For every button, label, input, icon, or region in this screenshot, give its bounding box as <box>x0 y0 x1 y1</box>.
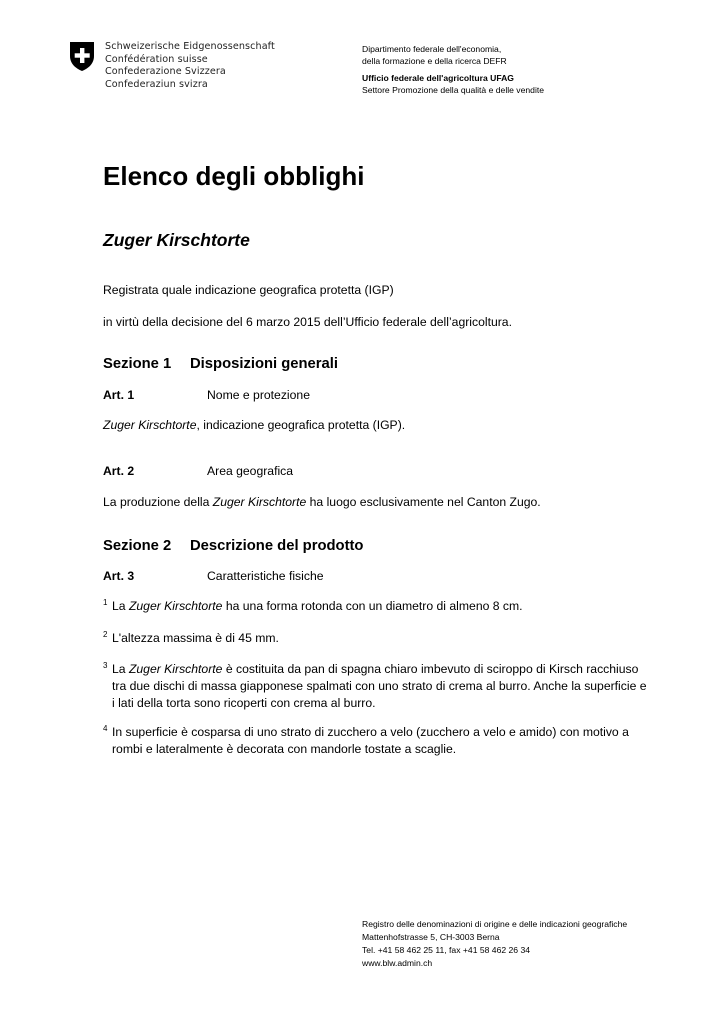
section-2-name: Descrizione del prodotto <box>190 538 364 554</box>
sector-name: Settore Promozione della qualità e delle vendite <box>362 85 545 96</box>
article-2-text-post: ha luogo esclusivamente nel Canton Zugo. <box>306 495 541 509</box>
paragraph-number: 2 <box>103 630 108 639</box>
article-2-heading <box>103 464 294 478</box>
footer-registry: Registro delle denominazioni di origine e delle indicazioni geografiche <box>362 919 628 929</box>
article-3-label: Art. 3 <box>103 569 135 583</box>
article-3-paragraph-3 <box>103 661 648 711</box>
paragraph-text: In superficie è cosparsa di uno strato di zucchero a velo (zucchero a velo e amido) con motivo a rombi e lateralmente è decorata con mandorle tostate a scaglie. <box>112 725 629 756</box>
section-2-label: Sezione 2 <box>103 538 172 554</box>
paragraph-text-post: ha una forma rotonda con un diametro di almeno 8 cm. <box>222 599 523 613</box>
confederation-names <box>105 41 275 91</box>
article-1-name: Nome e protezione <box>207 388 310 402</box>
article-3-paragraph-4 <box>103 724 648 758</box>
article-1-label: Art. 1 <box>103 388 135 402</box>
department-line2: della formazione e della ricerca DEFR <box>362 56 507 67</box>
article-2-name: Area geografica <box>207 464 294 478</box>
footer-website-link[interactable]: www.blw.admin.ch <box>362 958 433 968</box>
footer-phone: Tel. +41 58 462 25 11, fax +41 58 462 26 34 <box>362 945 531 955</box>
confederation-it: Confederazione Svizzera <box>105 66 226 78</box>
article-2-text <box>103 494 541 511</box>
section-1-heading <box>103 356 338 372</box>
confederation-rm: Confederaziun svizra <box>105 78 208 90</box>
product-name: Zuger Kirschtorte <box>103 418 197 432</box>
paragraph-text-pre: La <box>112 662 129 676</box>
article-3-paragraph-1 <box>103 598 648 615</box>
article-1-text-rest: , indicazione geografica protetta (IGP). <box>196 418 406 432</box>
article-3-paragraph-2 <box>103 630 648 647</box>
footer-address <box>362 918 627 970</box>
paragraph-text: L'altezza massima è di 45 mm. <box>112 631 279 645</box>
section-2-heading <box>103 538 364 554</box>
product-name: Zuger Kirschtorte <box>212 495 307 509</box>
confederation-fr: Confédération suisse <box>105 53 208 65</box>
article-1-text <box>103 417 405 434</box>
confederation-de: Schweizerische Eidgenossenschaft <box>105 41 275 52</box>
article-2-text-pre: La produzione della <box>103 495 213 509</box>
section-1-name: Disposizioni generali <box>190 356 338 372</box>
article-1-heading <box>103 388 310 402</box>
product-name: Zuger Kirschtorte <box>128 662 223 676</box>
swiss-shield-icon <box>67 40 97 72</box>
article-2-label: Art. 2 <box>103 464 135 478</box>
department-block <box>362 43 544 97</box>
product-name: Zuger Kirschtorte <box>128 599 223 613</box>
decision-text: in virtù della decisione del 6 marzo 2015 dell’Ufficio federale dell’agricoltura. <box>103 315 512 329</box>
paragraph-number: 4 <box>103 724 108 733</box>
department-line1: Dipartimento federale dell'economia, <box>362 44 502 54</box>
registration-text: Registrata quale indicazione geografica protetta (IGP) <box>103 283 394 297</box>
footer-street: Mattenhofstrasse 5, CH-3003 Berna <box>362 932 500 942</box>
office-name: Ufficio federale dell'agricoltura UFAG <box>362 72 514 83</box>
article-3-heading <box>103 569 324 583</box>
section-1-label: Sezione 1 <box>103 356 172 372</box>
paragraph-text-post: è costituita da pan di spagna chiaro imbevuto di sciroppo di Kirsch racchiuso tra due dischi di massa giapponese spalmati con uno strato di crema al burro. Anche la superficie e i lati della torta sono ricoperti con crema al burro. <box>112 662 647 710</box>
product-title: Zuger Kirschtorte <box>103 230 250 250</box>
paragraph-text-pre: La <box>112 599 129 613</box>
article-3-name: Caratteristiche fisiche <box>207 569 324 583</box>
paragraph-number: 1 <box>103 598 108 607</box>
page-title: Elenco degli obblighi <box>103 161 365 191</box>
paragraph-number: 3 <box>103 661 108 670</box>
